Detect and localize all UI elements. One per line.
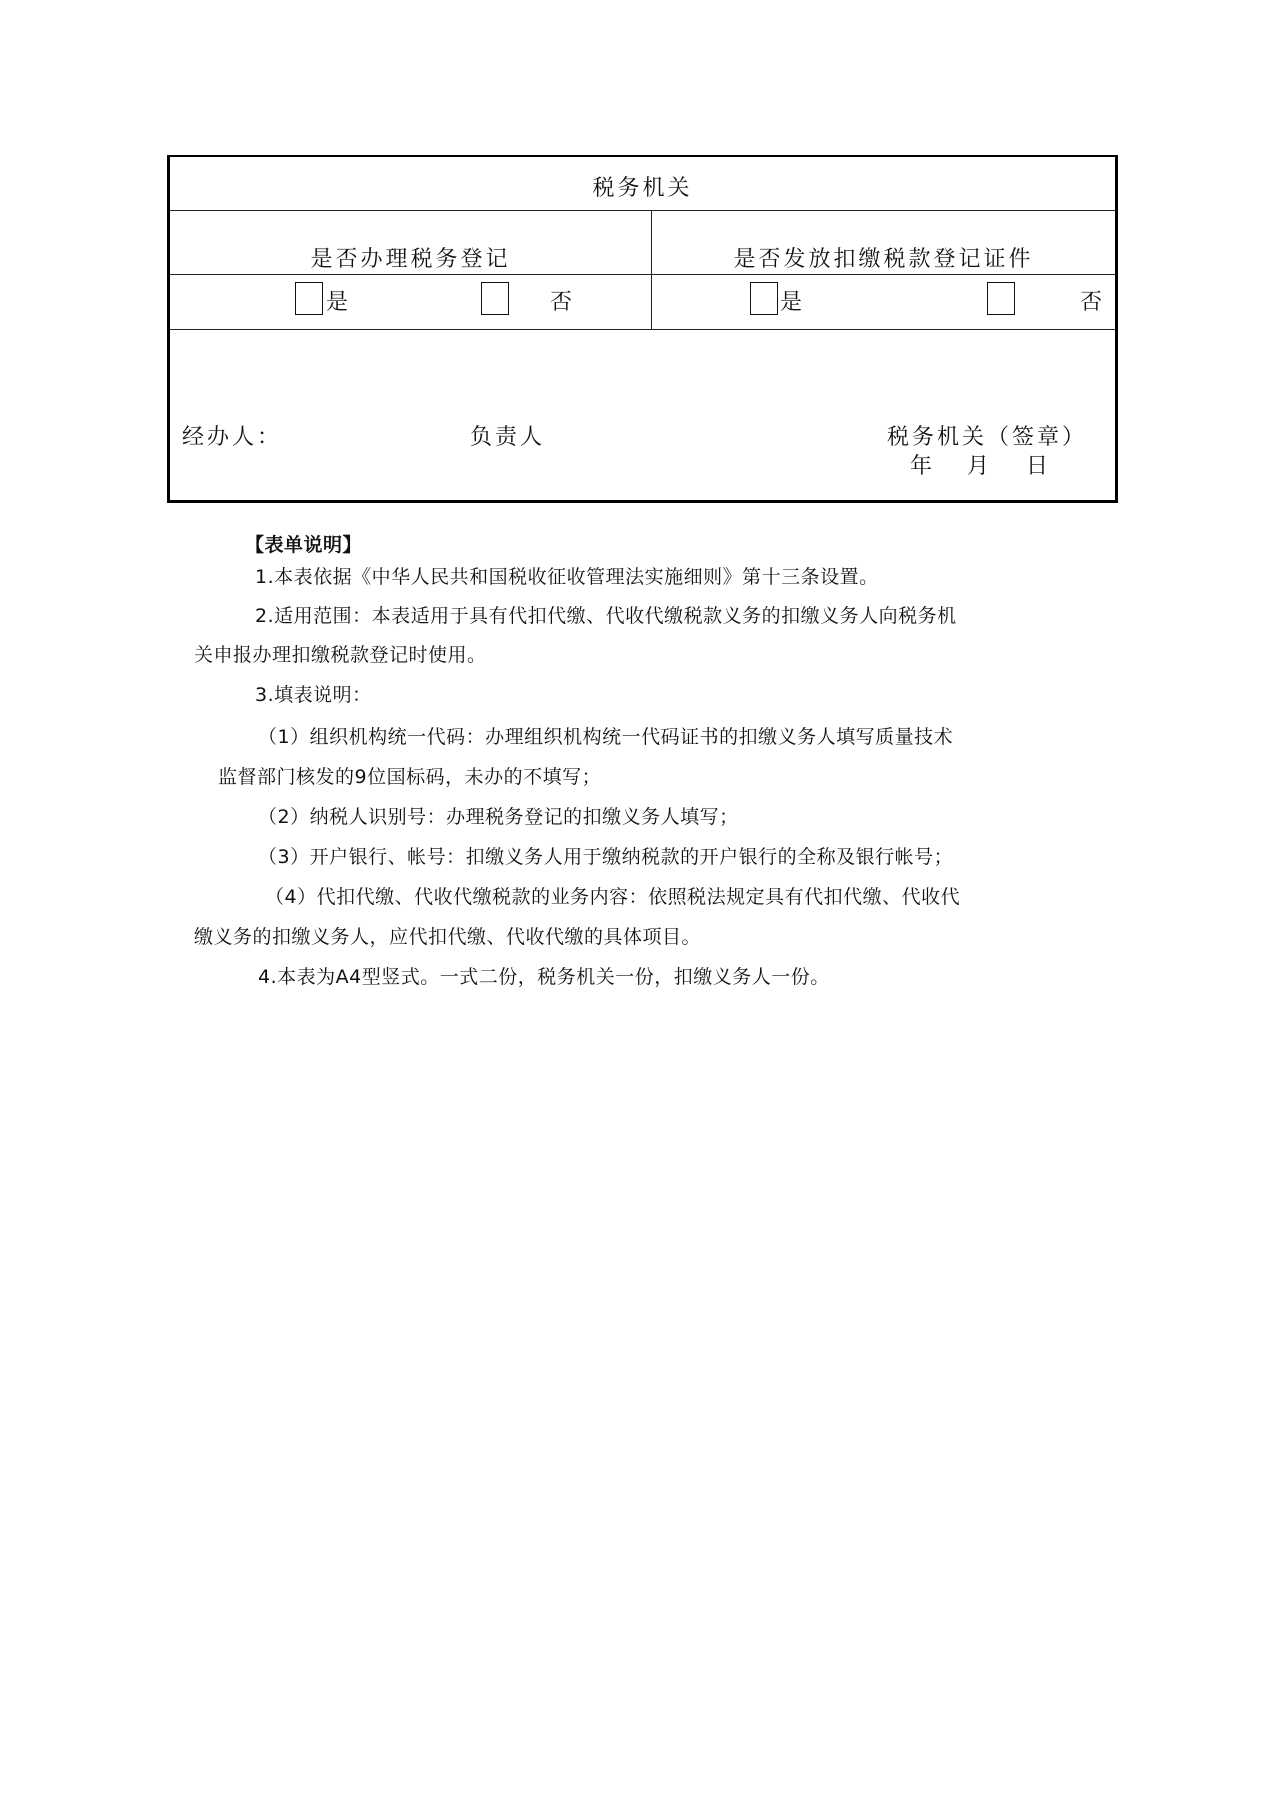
note-line: 3.填表说明： <box>255 684 372 706</box>
note-line: 关申报办理扣缴税款登记时使用。 <box>194 644 487 666</box>
note-line: （4）代扣代缴、代收代缴税款的业务内容：依照税法规定具有代扣代缴、代收代 <box>265 886 961 908</box>
note-line: 1.本表依据《中华人民共和国税收征收管理法实施细则》第十三条设置。 <box>255 566 879 588</box>
row-divider <box>170 274 1115 275</box>
note-line: （1）组织机构统一代码：办理组织机构统一代码证书的扣缴义务人填写质量技术 <box>258 726 954 748</box>
q1-no-checkbox[interactable] <box>481 282 509 315</box>
date-year-label: 年 <box>910 454 936 479</box>
question-tax-registration: 是否办理税务登记 <box>310 247 511 272</box>
row-divider <box>170 329 1115 330</box>
note-line: 4.本表为A4型竖式。一式二份，税务机关一份，扣缴义务人一份。 <box>258 966 830 988</box>
note-line: 监督部门核发的9位国标码，未办的不填写； <box>218 766 602 788</box>
note-line: 缴义务的扣缴义务人，应代扣代缴、代收代缴的具体项目。 <box>194 926 702 948</box>
question-withholding-certificate: 是否发放扣缴税款登记证件 <box>733 247 1034 272</box>
authority-header: 税务机关 <box>592 176 693 201</box>
q2-yes-checkbox[interactable] <box>750 282 778 315</box>
row-divider <box>170 210 1115 211</box>
q2-no-label: 否 <box>1080 290 1106 315</box>
note-line: （2）纳税人识别号：办理税务登记的扣缴义务人填写； <box>258 806 739 828</box>
handler-label: 经办人： <box>182 425 283 450</box>
responsible-person-label: 负责人 <box>470 425 546 450</box>
q1-yes-checkbox[interactable] <box>295 282 323 315</box>
q2-yes-label: 是 <box>780 290 806 315</box>
note-line: 2.适用范围：本表适用于具有代扣代缴、代收代缴税款义务的扣缴义务人向税务机 <box>255 605 957 627</box>
q2-no-checkbox[interactable] <box>987 282 1015 315</box>
date-day-label: 日 <box>1026 454 1052 479</box>
note-line: （3）开户银行、帐号：扣缴义务人用于缴纳税款的开户银行的全称及银行帐号； <box>258 846 954 868</box>
date-month-label: 月 <box>967 454 993 479</box>
authority-seal-label: 税务机关（签章） <box>887 425 1088 450</box>
q1-yes-label: 是 <box>326 290 352 315</box>
q1-no-label: 否 <box>550 290 576 315</box>
tax-authority-table <box>167 155 1118 503</box>
notes-title: 【表单说明】 <box>245 534 363 556</box>
